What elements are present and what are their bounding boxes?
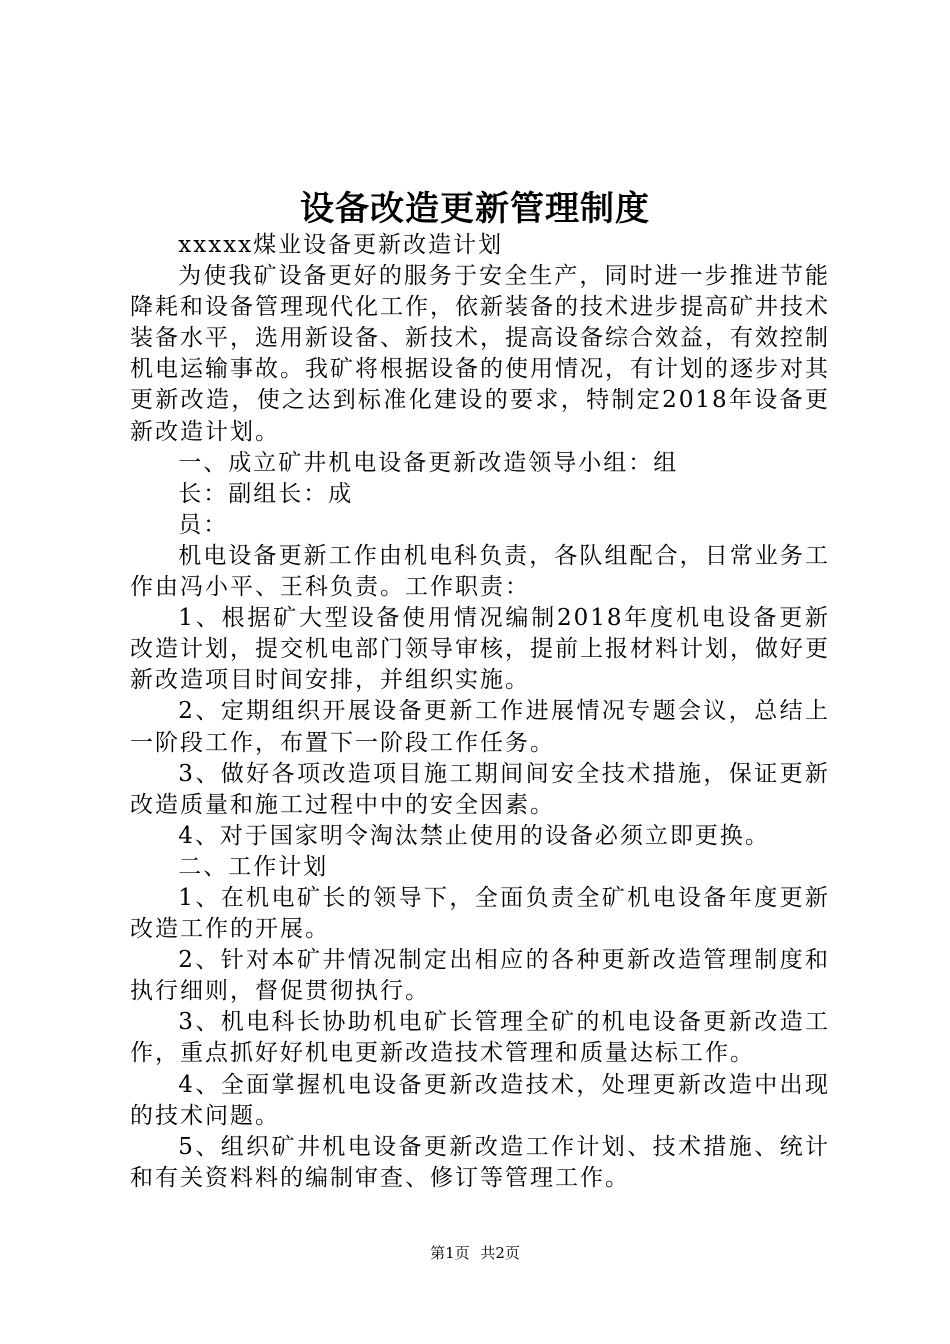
paragraph-group-leader: 长：副组长：成 bbox=[178, 480, 354, 507]
paragraph-group-member: 员： bbox=[178, 511, 229, 538]
page-number-total: 共2页 bbox=[480, 1244, 520, 1262]
paragraph-duty-2: 2、定期组织开展设备更新工作进展情况专题会议，总结上一阶段工作，布置下一阶段工作任务。 bbox=[130, 698, 830, 756]
paragraph-subtitle: xxxxx煤业设备更新改造计划 bbox=[178, 232, 504, 258]
paragraph-plan-3: 3、机电科长协助机电矿长管理全矿的机电设备更新改造工作，重点抓好好机电更新改造技术管理和质量达标工作。 bbox=[130, 1009, 830, 1067]
document-body bbox=[130, 230, 830, 1194]
paragraph-section-1-heading: 一、成立矿井机电设备更新改造领导小组：组 bbox=[178, 449, 679, 476]
paragraph-plan-4: 4、全面掌握机电设备更新改造技术，处理更新改造中出现的技术问题。 bbox=[130, 1071, 830, 1129]
document-title: 设备改造更新管理制度 bbox=[300, 189, 650, 229]
paragraph-plan-5: 5、组织矿井机电设备更新改造工作计划、技术措施、统计和有关资料料的编制审查、修订等管理工作。 bbox=[130, 1133, 830, 1191]
paragraph-intro: 为使我矿设备更好的服务于安全生产，同时进一步推进节能降耗和设备管理现代化工作，依新装备的技术进步提高矿井技术装备水平，选用新设备、新技术，提高设备综合效益，有效控制机电运输事故。我矿将根据设备的使用情况，有计划的逐步对其更新改造，使之达到标准化建设的要求，特制定2018年设备更新改造计划。 bbox=[130, 263, 830, 445]
paragraph-responsibility: 机电设备更新工作由机电科负责，各队组配合，日常业务工作由冯小平、王科负责。工作职责： bbox=[130, 542, 830, 601]
paragraph-duty-4: 4、对于国家明令淘汰禁止使用的设备必须立即更换。 bbox=[178, 822, 770, 849]
paragraph-duty-1: 1、根据矿大型设备使用情况编制2018年度机电设备更新改造计划，提交机电部门领导审核，提前上报材料计划，做好更新改造项目时间安排，并组织实施。 bbox=[130, 605, 830, 694]
paragraph-plan-1: 1、在机电矿长的领导下，全面负责全矿机电设备年度更新改造工作的开展。 bbox=[130, 884, 830, 943]
paragraph-section-2-heading: 二、工作计划 bbox=[178, 853, 329, 880]
paragraph-duty-3: 3、做好各项改造项目施工期间间安全技术措施，保证更新改造质量和施工过程中中的安全因素。 bbox=[130, 760, 830, 818]
paragraph-plan-2: 2、针对本矿井情况制定出相应的各种更新改造管理制度和执行细则，督促贯彻执行。 bbox=[130, 947, 830, 1005]
page-number-current: 第1页 bbox=[430, 1244, 470, 1262]
page-footer bbox=[0, 1243, 950, 1263]
